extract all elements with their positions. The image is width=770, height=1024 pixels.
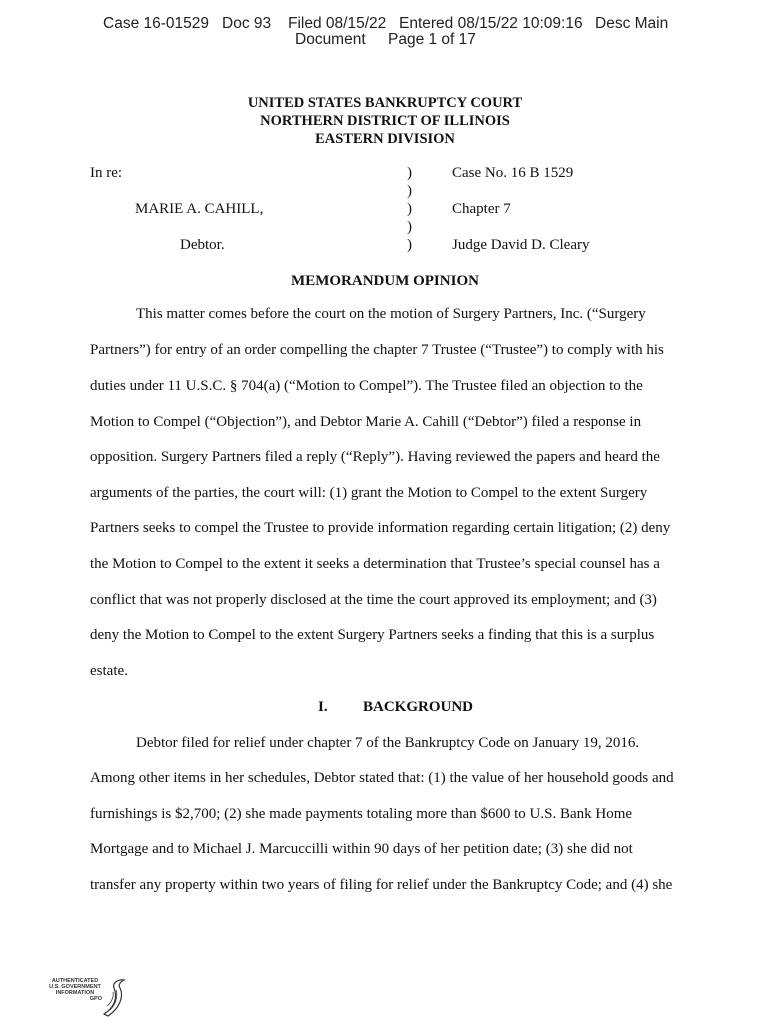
court-line-3: EASTERN DIVISION — [315, 131, 455, 147]
header-doc: Doc 93 — [222, 15, 272, 32]
eagle-icon — [44, 974, 130, 1020]
caption-chapter: Chapter 7 — [452, 201, 511, 217]
caption-paren: ) — [407, 237, 412, 253]
paragraph-line: Partners seeks to compel the Trustee to provide information regarding certain litigation; (2) deny — [90, 520, 671, 536]
paragraph-line: opposition. Surgery Partners filed a reply (“Reply”). Having reviewed the papers and heard the — [90, 449, 660, 465]
section-number: I. — [318, 699, 328, 715]
header-page: Page 1 of 17 — [388, 31, 476, 48]
paragraph-line: arguments of the parties, the court will: (1) grant the Motion to Compel to the extent Surgery — [90, 485, 648, 501]
gpo-authenticated-logo — [44, 974, 130, 1020]
section-heading: BACKGROUND — [363, 699, 474, 715]
paragraph-line: Partners”) for entry of an order compelling the chapter 7 Trustee (“Trustee”) to comply with his — [90, 342, 664, 358]
court-line-2: NORTHERN DISTRICT OF ILLINOIS — [260, 113, 510, 129]
caption-case-number: Case No. 16 B 1529 — [452, 165, 574, 181]
caption-paren: ) — [407, 183, 412, 199]
header-desc: Desc Main — [595, 15, 669, 32]
paragraph-line: furnishings is $2,700; (2) she made payments totaling more than $600 to U.S. Bank Home — [90, 806, 633, 822]
caption-paren: ) — [407, 201, 412, 217]
caption-in-re: In re: — [90, 165, 123, 181]
gpo-logo-text: AUTHENTICATED U.S. GOVERNMENT INFORMATION GPO — [49, 978, 102, 1002]
paragraph-line: estate. — [90, 663, 128, 679]
court-line-1: UNITED STATES BANKRUPTCY COURT — [247, 95, 523, 111]
header-filed: Filed 08/15/22 — [288, 15, 387, 32]
header-entered: Entered 08/15/22 10:09:16 — [399, 15, 583, 32]
caption-paren: ) — [407, 165, 412, 181]
paragraph-line: transfer any property within two years of filing for relief under the Bankruptcy Code; and (4) she — [90, 877, 673, 893]
header-case: Case 16-01529 — [103, 15, 209, 32]
paragraph-line: Among other items in her schedules, Debtor stated that: (1) the value of her household goods and — [90, 770, 674, 786]
paragraph-line: This matter comes before the court on the motion of Surgery Partners, Inc. (“Surgery — [136, 306, 646, 322]
paragraph-line: duties under 11 U.S.C. § 704(a) (“Motion to Compel”). The Trustee filed an objection to the — [90, 378, 643, 394]
paragraph-line: conflict that was not properly disclosed at the time the court approved its employment; and (3) — [90, 592, 657, 608]
caption-debtor-name: MARIE A. CAHILL, — [135, 201, 264, 217]
opinion-title: MEMORANDUM OPINION — [291, 273, 479, 289]
paragraph-line: Mortgage and to Michael J. Marcuccilli within 90 days of her petition date; (3) she did not — [90, 841, 633, 857]
caption-judge: Judge David D. Cleary — [452, 237, 590, 253]
court-heading — [0, 94, 770, 148]
header-document: Document — [295, 31, 366, 48]
paragraph-line: deny the Motion to Compel to the extent Surgery Partners seeks a finding that this is a surplus — [90, 627, 655, 643]
paragraph-line: the Motion to Compel to the extent it seeks a determination that Trustee’s special counsel has a — [90, 556, 660, 572]
caption-paren: ) — [407, 219, 412, 235]
caption-debtor-label: Debtor. — [180, 237, 225, 253]
paragraph-line: Debtor filed for relief under chapter 7 of the Bankruptcy Code on January 19, 2016. — [136, 735, 640, 751]
paragraph-line: Motion to Compel (“Objection”), and Debtor Marie A. Cahill (“Debtor”) filed a response in — [90, 414, 642, 430]
